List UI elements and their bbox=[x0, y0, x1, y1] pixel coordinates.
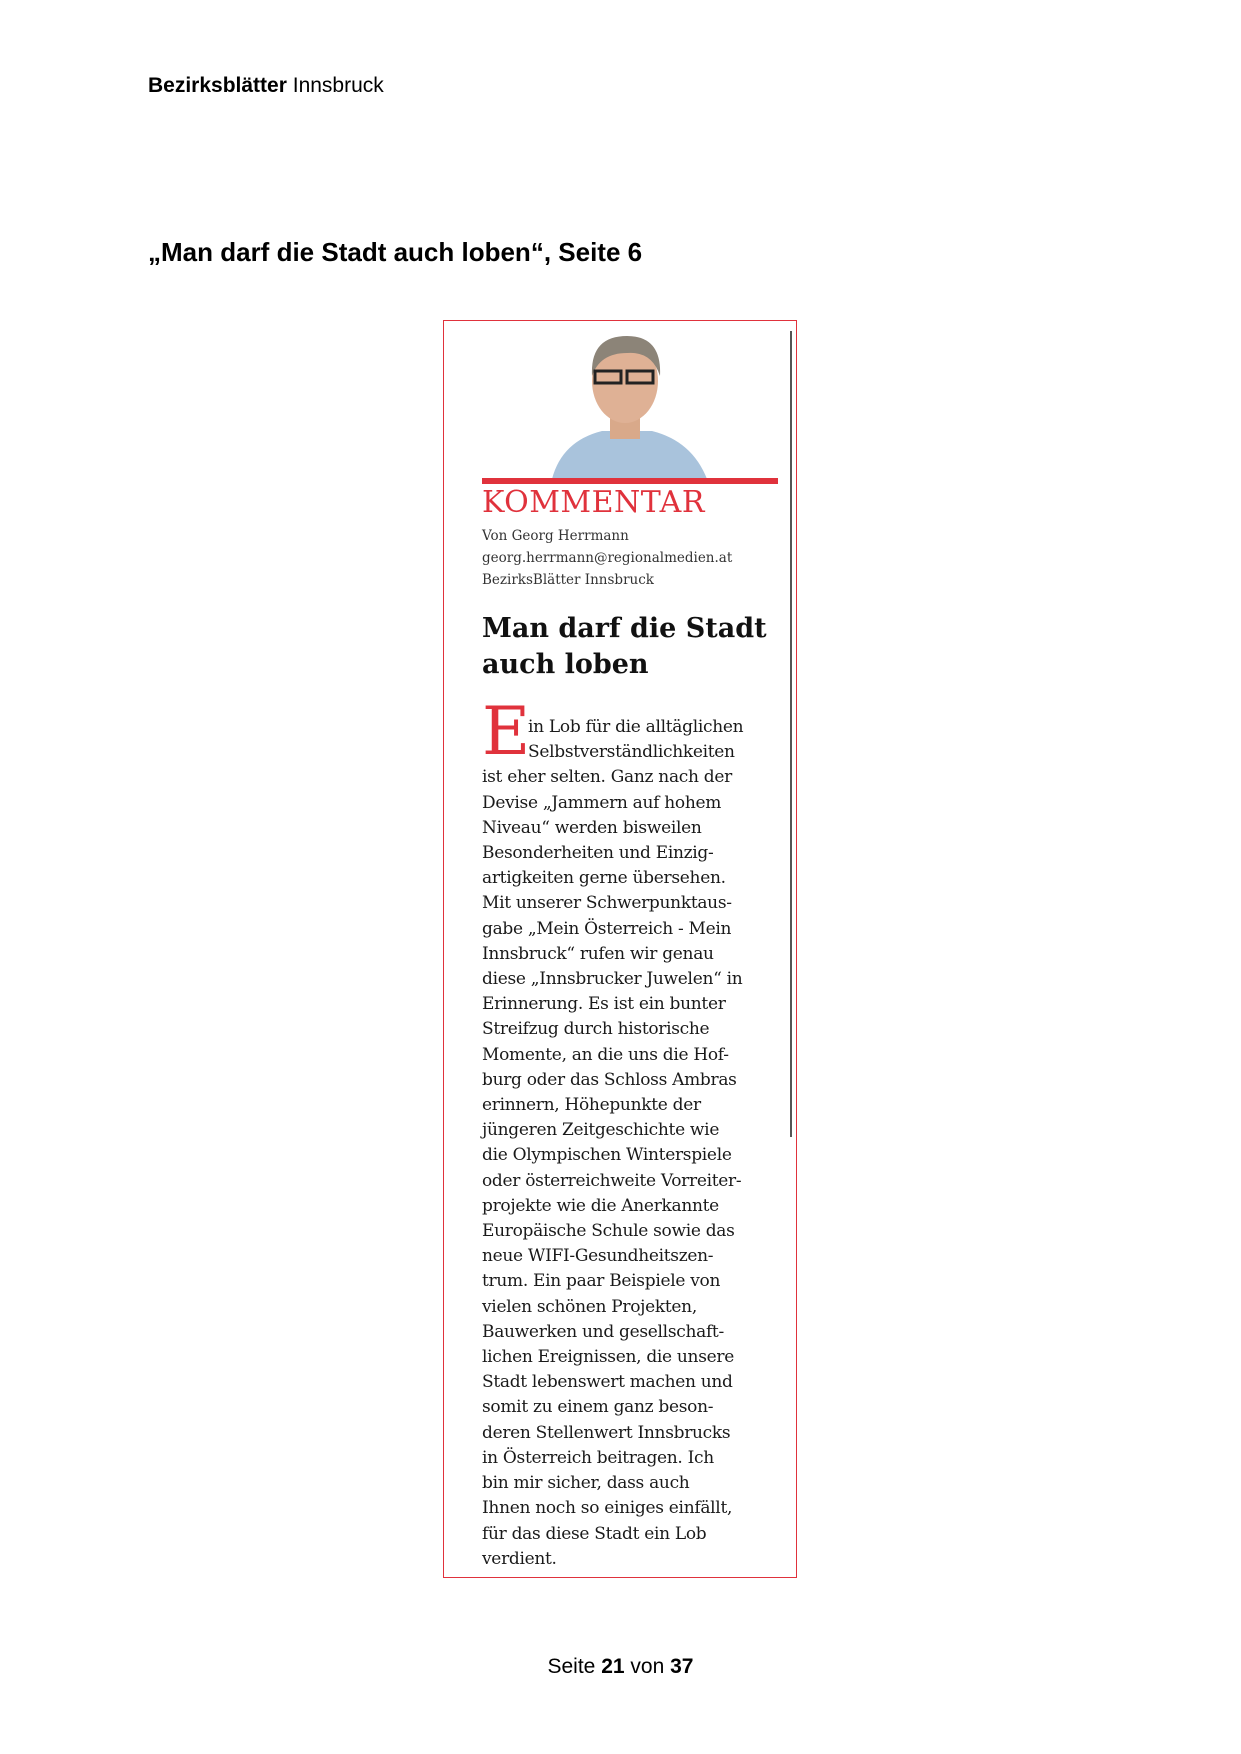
body-line: ist eher selten. Ganz nach der bbox=[482, 767, 732, 788]
drop-cap: E bbox=[482, 693, 531, 770]
brand-region: Innsbruck bbox=[292, 74, 384, 97]
body-line: oder österreichweite Vorreiter- bbox=[482, 1170, 742, 1191]
author-email: georg.herrmann@regionalmedien.at bbox=[482, 550, 733, 566]
body-line: projekte wie die Anerkannte bbox=[482, 1195, 719, 1216]
body-line: für das diese Stadt ein Lob bbox=[482, 1523, 707, 1544]
red-divider bbox=[482, 478, 778, 484]
body-line: Stadt lebenswert machen und bbox=[482, 1372, 733, 1393]
body-line: artigkeiten gerne übersehen. bbox=[482, 868, 726, 889]
body-line: die Olympischen Winterspiele bbox=[482, 1145, 732, 1166]
body-line: somit zu einem ganz beson- bbox=[482, 1397, 714, 1418]
body-line: lichen Ereignissen, die unsere bbox=[482, 1347, 734, 1368]
body-line: Devise „Jammern auf hohem bbox=[482, 792, 722, 813]
page-number: 21 bbox=[601, 1655, 625, 1678]
body-line: jüngeren Zeitgeschichte wie bbox=[482, 1120, 720, 1141]
body-line: deren Stellenwert Innsbrucks bbox=[482, 1422, 731, 1443]
body-line: gabe „Mein Österreich - Mein bbox=[482, 918, 732, 939]
body-line: Erinnerung. Es ist ein bunter bbox=[482, 994, 726, 1015]
byline bbox=[482, 525, 732, 591]
footer-label: Seite bbox=[547, 1655, 596, 1678]
body-line: Momente, an die uns die Hof- bbox=[482, 1044, 729, 1065]
section-label: KOMMENTAR bbox=[482, 485, 705, 520]
body-line: Innsbruck“ rufen wir genau bbox=[482, 943, 714, 964]
body-line: Ihnen noch so einiges einfällt, bbox=[482, 1498, 733, 1519]
column-rule bbox=[790, 331, 792, 1137]
body-line: Niveau“ werden bisweilen bbox=[482, 817, 702, 838]
body-line: burg oder das Schloss Ambras bbox=[482, 1069, 737, 1090]
headline-line: Man darf die Stadt bbox=[482, 613, 767, 644]
body-line: erinnern, Höhepunkte der bbox=[482, 1095, 701, 1116]
body-line: in Lob für die alltäglichen bbox=[528, 717, 744, 737]
page-footer bbox=[0, 1655, 1241, 1679]
body-line: verdient. bbox=[482, 1548, 557, 1569]
page-total: 37 bbox=[670, 1655, 694, 1678]
author-photo bbox=[482, 331, 778, 479]
body-line: Mit unserer Schwerpunktaus- bbox=[482, 893, 732, 914]
article-reference-title: „Man darf die Stadt auch loben“, Seite 6 bbox=[148, 237, 643, 267]
body-line: Europäische Schule sowie das bbox=[482, 1221, 735, 1242]
newspaper-clipping bbox=[443, 320, 797, 1578]
body-line: bin mir sicher, dass auch bbox=[482, 1473, 690, 1494]
body-line: vielen schönen Projekten, bbox=[482, 1296, 697, 1317]
body-line: Besonderheiten und Einzig- bbox=[482, 843, 714, 864]
brand-bold: Bezirksblätter bbox=[148, 74, 287, 97]
body-line: neue WIFI-Gesundheitszen- bbox=[482, 1246, 714, 1267]
headline bbox=[482, 611, 767, 683]
footer-of: von bbox=[630, 1655, 665, 1678]
article-body bbox=[482, 715, 782, 1572]
body-line: trum. Ein paar Beispiele von bbox=[482, 1271, 721, 1292]
headline-line: auch loben bbox=[482, 649, 649, 680]
publication-name: BezirksBlätter Innsbruck bbox=[482, 572, 654, 588]
body-line: Bauwerken und gesellschaft- bbox=[482, 1321, 724, 1342]
page-header bbox=[148, 74, 384, 98]
body-line: Streifzug durch historische bbox=[482, 1019, 710, 1040]
author-name: Von Georg Herrmann bbox=[482, 528, 629, 544]
body-line: Selbstverständlichkeiten bbox=[528, 742, 735, 763]
body-line: diese „Innsbrucker Juwelen“ in bbox=[482, 969, 743, 990]
body-line: in Österreich beitragen. Ich bbox=[482, 1447, 714, 1468]
